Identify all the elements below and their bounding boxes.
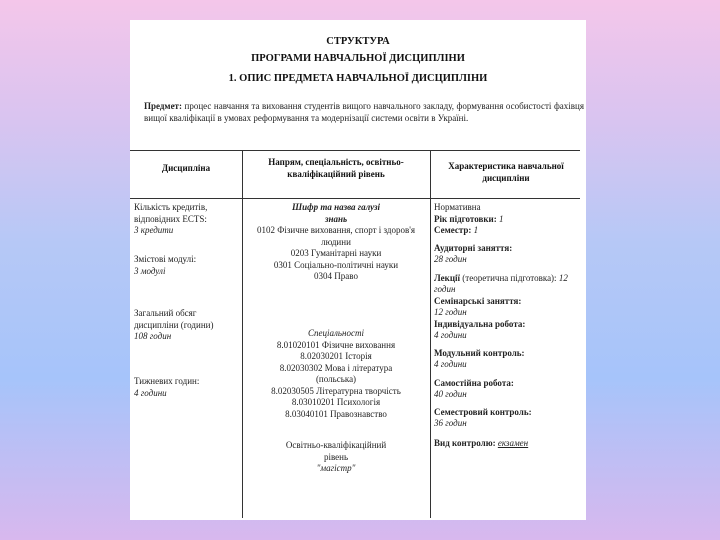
year-label: Рік підготовки: <box>434 213 497 224</box>
volume-cell <box>134 308 240 343</box>
control-type-label: Вид контролю: <box>434 437 496 448</box>
characteristics-block <box>434 202 578 449</box>
lectures-text: (теоретична підготовка): <box>460 272 559 283</box>
modules-cell <box>134 254 240 277</box>
level-title: Освітньо-кваліфікаційний рівень <box>285 440 387 462</box>
self-work-label: Самостійна робота: <box>434 377 514 388</box>
specialty-item: 8.02030505 Літературна творчість <box>271 385 401 396</box>
specialty-item: 8.02030302 Мова і література (польська) <box>279 362 393 384</box>
control-type-value: екзамен <box>497 437 529 448</box>
semester-control-value: 36 годин <box>434 418 467 428</box>
level-value: "магістр" <box>316 463 356 473</box>
discipline-status: Нормативна <box>434 202 481 212</box>
volume-label: Загальний обсяг дисципліни (години) <box>134 308 214 330</box>
specialty-item: 8.03040101 Правознавство <box>285 408 387 419</box>
field-item: 0301 Соціально-політичні науки <box>273 259 399 270</box>
weekly-value: 4 години <box>134 387 167 398</box>
specialty-item: 8.01020101 Фізичне виховання <box>276 339 396 350</box>
seminars-value: 12 годин <box>434 307 467 317</box>
field-item: 0203 Гуманітарні науки <box>290 248 382 258</box>
code-title: Шифр та назва галузі знань <box>291 202 380 224</box>
qualification-level-block <box>246 440 426 475</box>
credits-cell <box>134 202 240 237</box>
individual-work-label: Індивідуальна робота: <box>434 318 526 329</box>
module-control-label: Модульний контроль: <box>434 347 525 358</box>
header-characteristics: Характеристика навчальної дисципліни <box>448 161 564 183</box>
document-title: СТРУКТУРА <box>326 36 390 47</box>
table-header-border <box>130 198 580 199</box>
auditorium-label: Аудиторні заняття: <box>434 242 513 253</box>
semester-value: 1 <box>471 225 479 235</box>
semester-label: Семестр: <box>434 225 472 235</box>
modules-label: Змістові модулі: <box>134 254 197 264</box>
module-control-value: 4 години <box>434 359 467 369</box>
lectures-value: 12 годин <box>434 272 568 294</box>
subject-paragraph <box>144 100 584 124</box>
seminars-label: Семінарські заняття: <box>434 295 522 306</box>
credits-value: 3 кредити <box>134 225 174 235</box>
volume-value: 108 годин <box>134 331 172 341</box>
subject-text: процес навчання та виховання студентів вищого навчального закладу, формування особистості фахівця вищої кваліфікації в умовах реформування та модернізації системи освіти в Україні. <box>144 101 584 123</box>
section-title: 1. ОПИС ПРЕДМЕТА НАВЧАЛЬНОЇ ДИСЦИПЛІНИ <box>228 73 488 84</box>
header-direction: Напрям, спеціальність, освітньо-кваліфікаційний рівень <box>268 157 404 179</box>
discipline-table <box>130 150 580 518</box>
lectures-label: Лекції <box>434 272 461 283</box>
table-column-divider <box>430 150 431 518</box>
auditorium-value: 28 годин <box>434 254 467 264</box>
year-value: 1 <box>496 213 504 224</box>
specialties-block <box>246 328 426 420</box>
field-of-knowledge-block <box>246 202 426 283</box>
table-column-divider <box>242 150 243 518</box>
modules-value: 3 модулі <box>134 265 166 276</box>
semester-control-label: Семестровий контроль: <box>434 406 532 417</box>
specialty-item: 8.03010201 Психологія <box>291 397 381 407</box>
field-item: 0304 Право <box>314 271 358 281</box>
individual-work-value: 4 години <box>434 330 467 340</box>
table-top-border <box>130 150 580 151</box>
weekly-label: Тижневих годин: <box>134 376 200 386</box>
weekly-hours-cell <box>134 376 240 399</box>
document-page <box>130 20 586 520</box>
subject-label: Предмет: <box>144 101 182 111</box>
field-item: 0102 Фізичне виховання, спорт і здоров'я людини <box>256 225 416 247</box>
specialties-title: Спеціальності <box>308 328 364 338</box>
document-subtitle: ПРОГРАМИ НАВЧАЛЬНОЇ ДИСЦИПЛІНИ <box>251 53 465 64</box>
header-discipline: Дисципліна <box>161 163 211 173</box>
self-work-value: 40 годин <box>434 389 467 399</box>
credits-label: Кількість кредитів, відповідних ECTS: <box>134 202 208 224</box>
specialty-item: 8.02030201 Історія <box>300 351 372 361</box>
